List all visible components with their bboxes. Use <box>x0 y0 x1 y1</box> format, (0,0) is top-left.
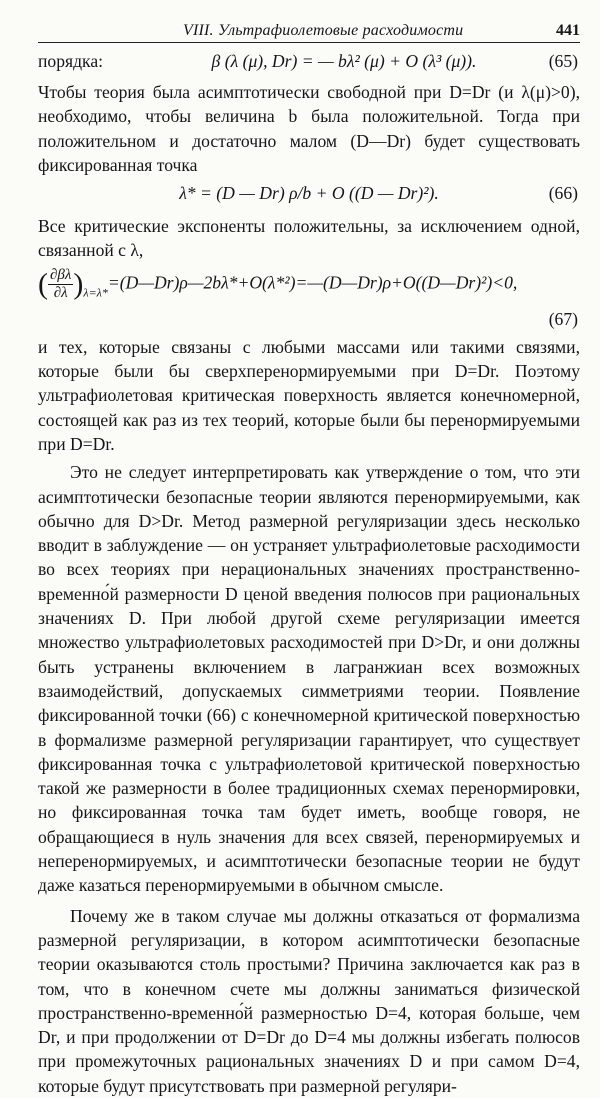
equation-67 <box>38 263 580 335</box>
equation-66-number: (66) <box>548 183 578 204</box>
left-paren: ( <box>38 267 48 301</box>
derivative-numerator: ∂βλ <box>50 266 72 283</box>
equation-65 <box>38 49 580 76</box>
equation-65-number: (65) <box>548 51 578 71</box>
paragraph-4: Это не следует интерпретировать как утверждение о том, что эти асимптотически безопасные теории являются перенормируемыми, как обычно для D>Dr. Метод размерной регуляризации здесь несколько вводит в заблуждение — он устраняет ультрафиолетовые расходимости во всех теориях при нерациональных значениях пространственно-временно́й размерности D ценой введения полюсов при рациональных значениях D. При любой другой схеме регуляризации имеется множество ультрафиолетовых расходимостей при D>Dr, и они должны быть устранены включением в лагранжиан всех возможных взаимодействий, допускаемых симметриями теории. Появление фиксированной точки (66) с конечномерной критической поверхностью в формализме размерной регуляризации гарантирует, что существует фиксированная точка с ультрафиолетовой критической поверхностью такой же размерности в более традиционных схемах перенормировки, но фиксированная точка там будет иметь, вообще говоря, не обращающиеся в нуль значения для всех связей, перенормируемых и неперенормируемых, и асимптотически безопасные теории не будут даже казаться перенормируемыми в обычном смысле. <box>38 462 580 896</box>
equation-65-lead: порядка: <box>38 51 104 71</box>
page-body <box>38 49 580 1098</box>
paragraph-2: Все критические экспоненты положительны, за исключением одной, связанной с λ, <box>38 216 580 261</box>
right-paren: ) <box>73 267 84 301</box>
equation-67-rest: =(D—Dr)ρ—2bλ*+O(λ*²)=—(D—Dr)ρ+O((D—Dr)²)<0, <box>107 272 518 293</box>
paragraph-3: и тех, которые связаны с любыми массами или такими связями, которые были бы сверхперенормируемыми при D=Dr. Поэтому ультрафиолетовая критическая поверхность является конечномерной, состоящей как раз из тех теорий, которые были бы перенормируемыми при D=Dr. <box>38 336 580 454</box>
running-title: VIII. Ультрафиолетовые расходимости <box>183 22 464 39</box>
derivative-denominator: ∂λ <box>53 284 68 301</box>
equation-66-expression: λ* = (D — Dr) ρ/b + O ((D — Dr)²). <box>179 183 439 204</box>
equation-65-expression: β (λ (μ), Dr) = — bλ² (μ) + O (λ³ (μ)). <box>211 51 477 71</box>
equation-67-number: (67) <box>548 308 578 329</box>
page-header <box>38 14 580 43</box>
equation-67-subscript: λ=λ* <box>83 285 108 300</box>
paragraph-5: Почему же в таком случае мы должны отказаться от формализма размерной регуляризации, в котором асимптотически безопасные теории оказываются столь простыми? Причина заключается как раз в том, что в конечном счете мы должны заниматься физической пространственно-временно́й размерностью D=4, которая больше, чем Dr, и при продолжении от D=Dr до D=4 мы должны избегать полюсов при промежуточных рациональных значениях D и при самом D=4, которые будут присутствовать при размерной регуляри- <box>38 905 580 1096</box>
page-number: 441 <box>556 22 580 39</box>
paragraph-1: Чтобы теория была асимптотически свободной при D=Dr (и λ(μ)>0), необходимо, чтобы величина b была положительной. Тогда при положительном и достаточно малом (D—Dr) будет существовать фиксированная точка <box>38 82 580 175</box>
derivative-fraction <box>48 267 73 302</box>
equation-67-expression <box>38 267 517 305</box>
equation-66 <box>38 181 580 208</box>
